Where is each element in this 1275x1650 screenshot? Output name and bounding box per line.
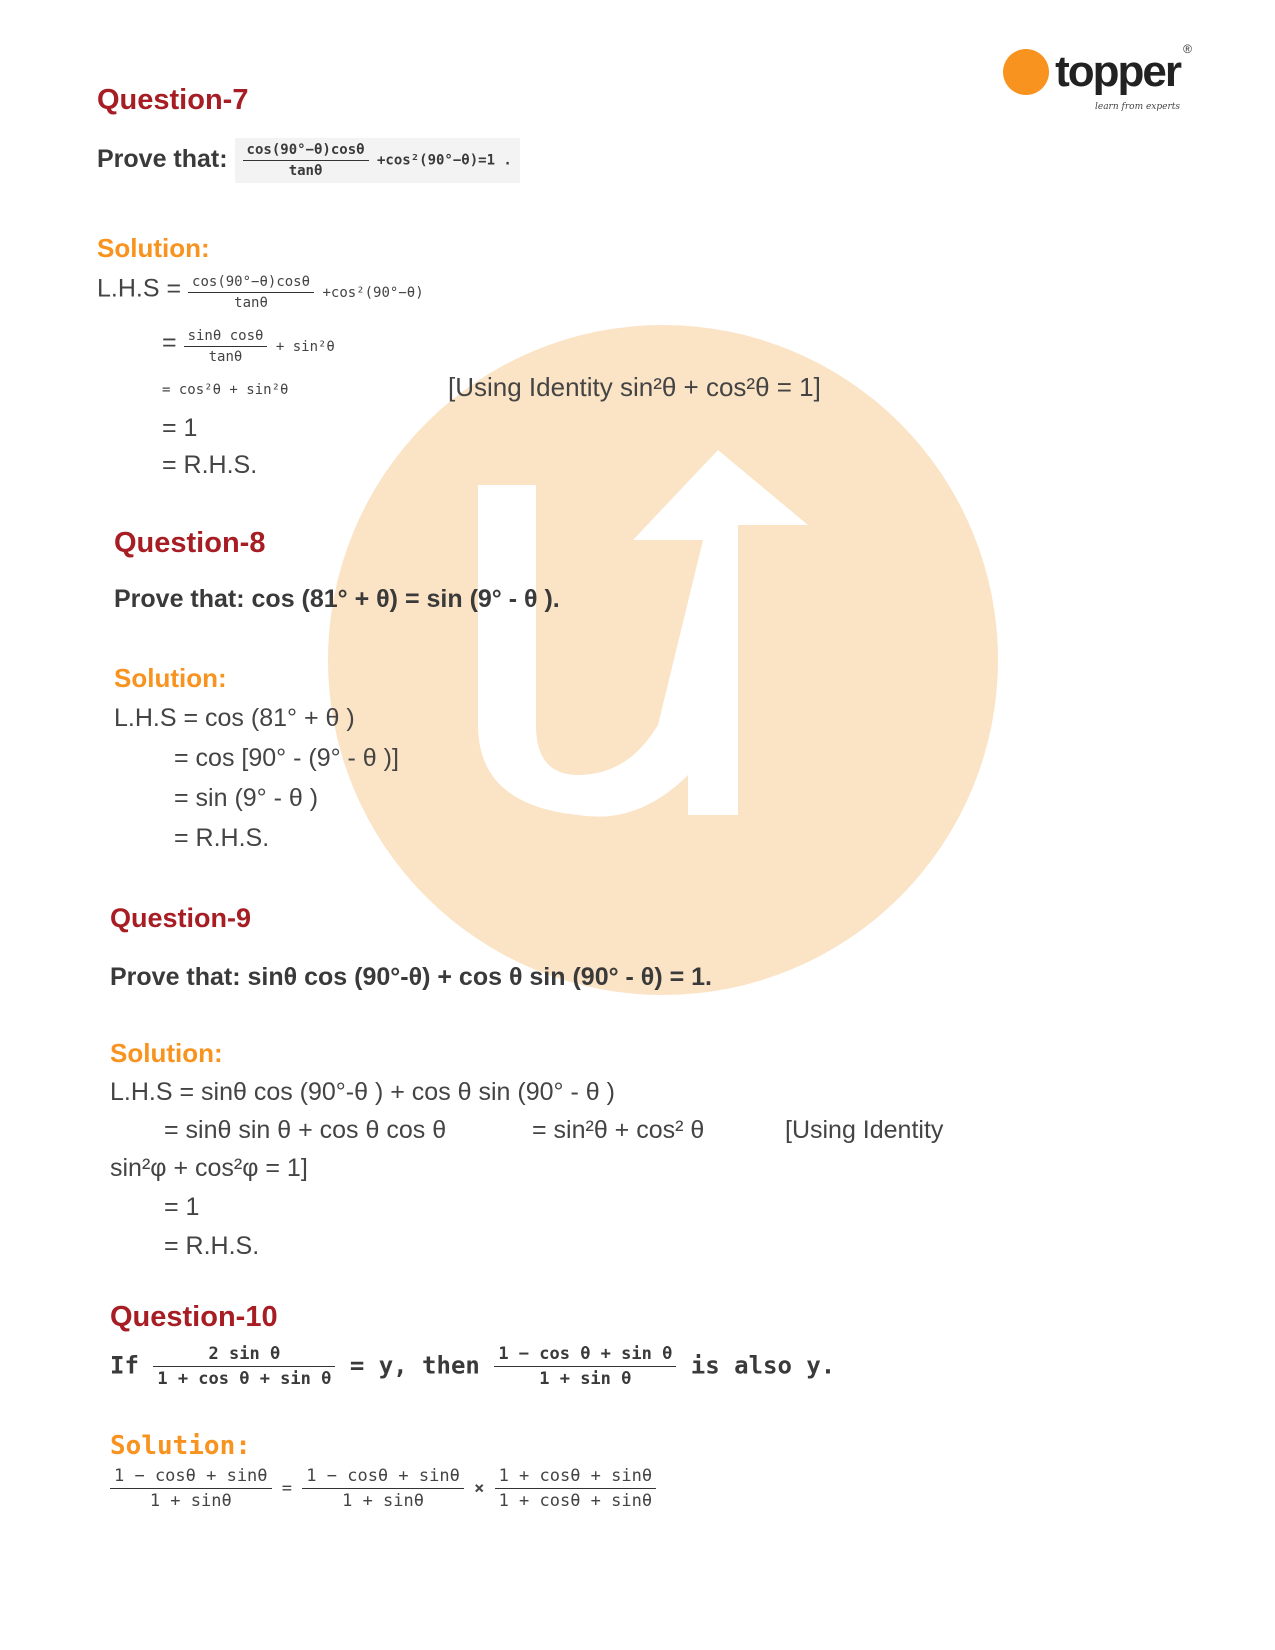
e1-numerator: 1 − cosθ + sinθ: [110, 1466, 272, 1489]
question-10-solution-title: Solution:: [110, 1431, 251, 1461]
lhs-numerator: cos(90°−θ)cosθ: [188, 274, 314, 293]
q9-line-1: L.H.S = sinθ cos (90°-θ ) + cos θ sin (90° - θ ): [110, 1078, 615, 1106]
q10-mid: = y, then: [349, 1351, 480, 1380]
question-8-title: Question-8: [114, 527, 266, 559]
step1-numerator: sinθ cosθ: [184, 328, 268, 347]
question-7-solution-title: Solution:: [97, 233, 210, 263]
q7-identity-note: [Using Identity sin²θ + cos²θ = 1]: [448, 372, 821, 402]
q7-step-1: [162, 328, 335, 365]
stmt-denominator: tanθ: [288, 163, 323, 179]
prove-label: Prove that:: [97, 145, 228, 174]
q10-fraction-1-denominator: 1 + cos θ + sin θ: [157, 1369, 332, 1389]
q9-line-2a: = sinθ sin θ + cos θ cos θ: [164, 1116, 447, 1144]
question-7-statement: [97, 138, 520, 183]
equals-sign: =: [281, 1478, 293, 1499]
q8-line-1: L.H.S = cos (81° + θ ): [114, 704, 355, 732]
logo-circle-icon: [1003, 49, 1049, 95]
q8-line-4: = R.H.S.: [174, 824, 270, 852]
question-10-title: Question-10: [110, 1301, 278, 1333]
logo-tagline: learn from experts: [1094, 102, 1180, 112]
q9-line-2b: = sin²θ + cos² θ: [532, 1116, 705, 1144]
q8-line-2: = cos [90° - (9° - θ )]: [174, 744, 399, 772]
e2-denominator: 1 + sinθ: [342, 1491, 424, 1511]
question-7-equation: [235, 138, 520, 183]
watermark-arrow-icon: [328, 325, 998, 995]
q9-line-5: = R.H.S.: [164, 1232, 260, 1260]
q10-solution-line: [110, 1466, 656, 1511]
logo-text: topper: [1055, 47, 1180, 96]
q10-fraction-2-numerator: 1 − cos θ + sin θ: [494, 1344, 676, 1367]
q7-step-2: = cos²θ + sin²θ: [162, 382, 289, 398]
question-9-statement: Prove that: sinθ cos (90°-θ) + cos θ sin (90° - θ) = 1.: [110, 963, 712, 991]
e2-numerator: 1 − cosθ + sinθ: [302, 1466, 464, 1489]
question-8-statement: Prove that: cos (81° + θ) = sin (9° - θ ).: [114, 585, 560, 613]
watermark-logo: [328, 325, 998, 995]
q10-fraction-1-numerator: 2 sin θ: [153, 1344, 335, 1367]
question-7-title: Question-7: [97, 84, 249, 116]
q9-line-3: sin²φ + cos²φ = 1]: [110, 1154, 308, 1182]
step1-prefix: =: [162, 328, 177, 357]
stmt-numerator: cos(90°−θ)cosθ: [243, 142, 369, 161]
question-9-title: Question-9: [110, 903, 252, 933]
q7-step-3: = 1: [162, 414, 198, 442]
stmt-tail: +cos²(90°−θ)=1 .: [377, 152, 512, 169]
e3-numerator: 1 + cosθ + sinθ: [495, 1466, 657, 1489]
q9-line-2c: [Using Identity: [785, 1116, 944, 1144]
q7-lhs-line: [97, 274, 424, 311]
e1-denominator: 1 + sinθ: [149, 1491, 232, 1511]
q10-fraction-2-denominator: 1 + sin θ: [539, 1369, 632, 1389]
step1-denominator: tanθ: [208, 349, 243, 365]
step1-tail: + sin²θ: [275, 338, 335, 355]
q8-line-3: = sin (9° - θ ): [174, 784, 319, 812]
topper-logo: [1003, 42, 1192, 112]
q7-step-4: = R.H.S.: [162, 451, 258, 479]
question-10-statement: [110, 1344, 835, 1389]
q10-tail: is also y.: [690, 1351, 836, 1380]
e3-denominator: 1 + cosθ + sinθ: [498, 1491, 653, 1511]
question-9-solution-title: Solution:: [110, 1038, 223, 1068]
times-sign: ×: [474, 1478, 485, 1499]
lhs-tail: +cos²(90°−θ): [322, 284, 424, 301]
question-8-solution-title: Solution:: [114, 663, 227, 693]
q9-line-4: = 1: [164, 1193, 200, 1221]
lhs-prefix: L.H.S =: [97, 274, 182, 303]
registered-mark: ®: [1183, 42, 1192, 56]
lhs-denominator: tanθ: [234, 295, 268, 311]
if-label: If: [110, 1351, 139, 1380]
